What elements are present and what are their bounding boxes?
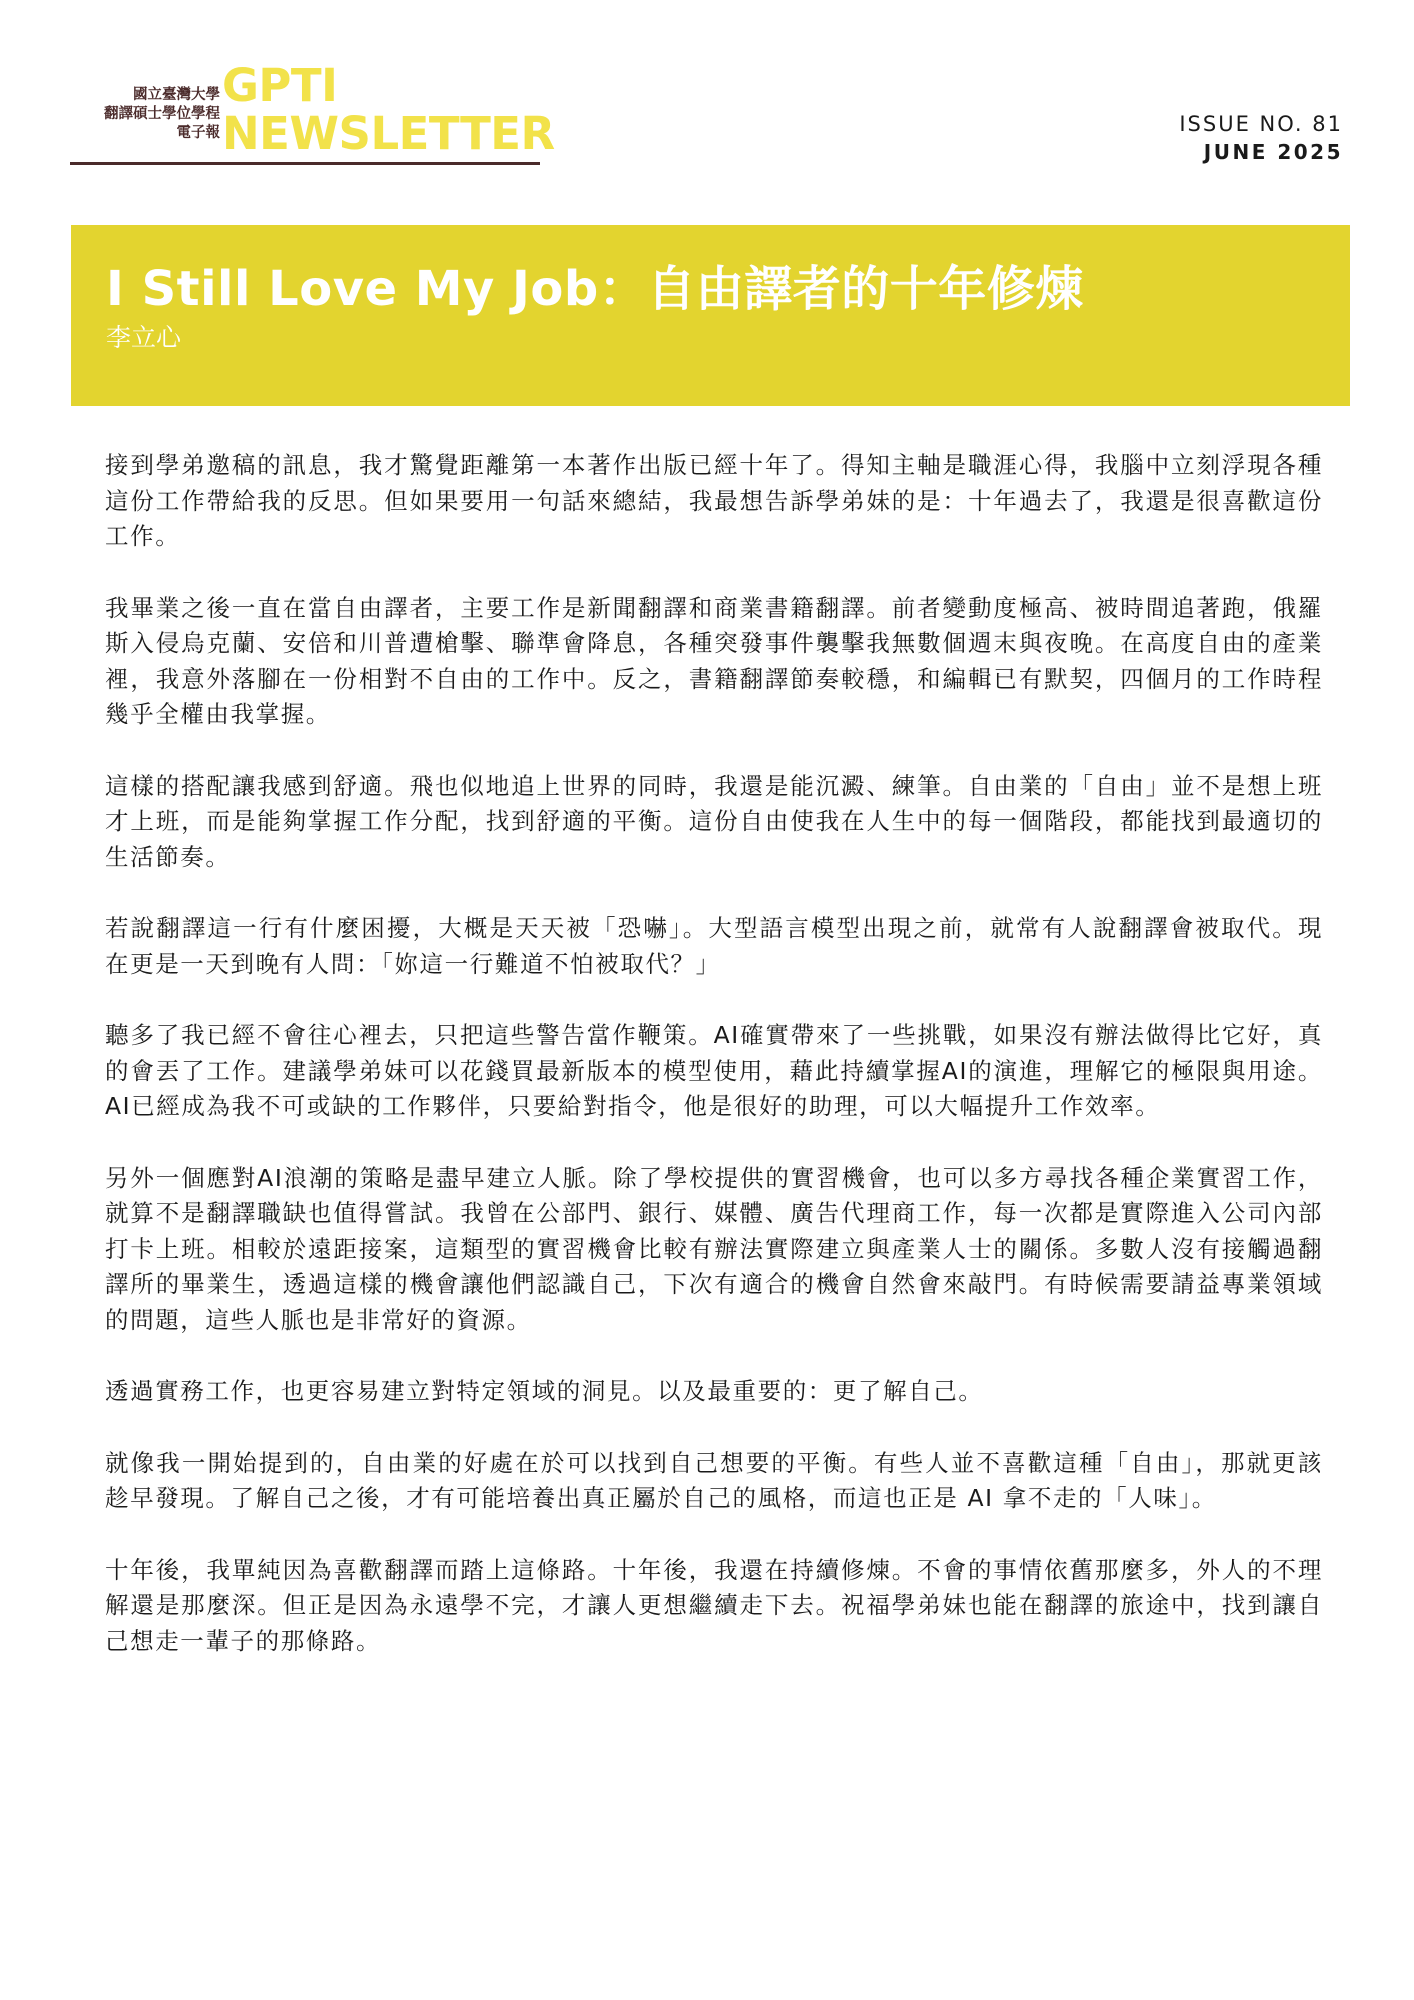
article-paragraph: 聽多了我已經不會往心裡去，只把這些警告當作鞭策。AI確實帶來了一些挑戰，如果沒有辦法做得比它好，真的會丟了工作。建議學弟妹可以花錢買最新版本的模型使用，藉此持續掌握AI的演進，理解它的極限與用途。AI已經成為我不可或缺的工作夥伴，只要給對指令，他是很好的助理，可以大幅提升工作效率。: [105, 1021, 1323, 1120]
article-title-banner: [71, 225, 1350, 406]
article-paragraph: 就像我一開始提到的，自由業的好處在於可以找到自己想要的平衡。有些人並不喜歡這種「自由」，那就更該趁早發現。了解自己之後，才有可能培養出真正屬於自己的風格，而這也正是 AI 拿不走的「人味」。: [105, 1448, 1323, 1512]
issue-date: JUNE 2025: [1203, 140, 1343, 164]
logo-line-newsletter: NEWSLETTER: [222, 107, 555, 160]
masthead-org-name: [70, 86, 220, 143]
article-paragraph: 十年後，我單純因為喜歡翻譯而踏上這條路。十年後，我還在持續修煉。不會的事情依舊那麼多，外人的不理解還是那麼深。但正是因為永遠學不完，才讓人更想繼續走下去。祝福學弟妹也能在翻譯的旅途中，找到讓自己想走一輩子的那條路。: [105, 1555, 1323, 1655]
logo-line-gpti: GPTI: [222, 59, 338, 112]
article-paragraph: 接到學弟邀稿的訊息，我才驚覺距離第一本著作出版已經十年了。得知主軸是職涯心得，我腦中立刻浮現各種這份工作帶給我的反思。但如果要用一句話來總結，我最想告訴學弟妹的是：十年過去了，我還是很喜歡這份工作。: [105, 451, 1323, 550]
issue-info: [1179, 110, 1343, 166]
masthead: [70, 59, 555, 166]
article-author: 李立心: [106, 323, 182, 352]
article-paragraph: 這樣的搭配讓我感到舒適。飛也似地追上世界的同時，我還是能沉澱、練筆。自由業的「自由」並不是想上班才上班，而是能夠掌握工作分配，找到舒適的平衡。這份自由使我在人生中的每一個階段，都能找到最適切的生活節奏。: [105, 771, 1323, 871]
org-line-university: 國立臺灣大學: [133, 87, 220, 103]
article-paragraph: 另外一個應對AI浪潮的策略是盡早建立人脈。除了學校提供的實習機會，也可以多方尋找各種企業實習工作，就算不是翻譯職缺也值得嘗試。我曾在公部門、銀行、媒體、廣告代理商工作，每一次都是實際進入公司內部打卡上班。相較於遠距接案，這類型的實習機會比較有辦法實際建立與產業人士的關係。多數人沒有接觸過翻譯所的畢業生，透過這樣的機會讓他們認識自己，下次有適合的機會自然會來敲門。有時候需要請益專業領域的問題，這些人脈也是非常好的資源。: [105, 1163, 1323, 1334]
article-paragraph: 透過實務工作，也更容易建立對特定領域的洞見。以及最重要的：更了解自己。: [105, 1377, 984, 1405]
issue-number: ISSUE NO. 81: [1179, 112, 1343, 136]
article-paragraph: 若說翻譯這一行有什麼困擾，大概是天天被「恐嚇」。大型語言模型出現之前，就常有人說翻譯會被取代。現在更是一天到晚有人問：「妳這一行難道不怕被取代？」: [105, 914, 1323, 978]
org-line-epaper: 電子報: [176, 125, 220, 141]
newsletter-logo-title: [222, 59, 555, 160]
article-body: [105, 448, 1323, 1695]
article-title: I Still Love My Job：自由譯者的十年修煉: [106, 261, 1084, 317]
masthead-divider: [70, 162, 540, 165]
org-line-program: 翻譯碩士學位學程: [104, 106, 220, 122]
article-paragraph: 我畢業之後一直在當自由譯者，主要工作是新聞翻譯和商業書籍翻譯。前者變動度極高、被時間追著跑，俄羅斯入侵烏克蘭、安倍和川普遭槍擊、聯準會降息，各種突發事件襲擊我無數個週末與夜晚。在高度自由的產業裡，我意外落腳在一份相對不自由的工作中。反之，書籍翻譯節奏較穩，和編輯已有默契，四個月的工作時程幾乎全權由我掌握。: [105, 593, 1323, 728]
